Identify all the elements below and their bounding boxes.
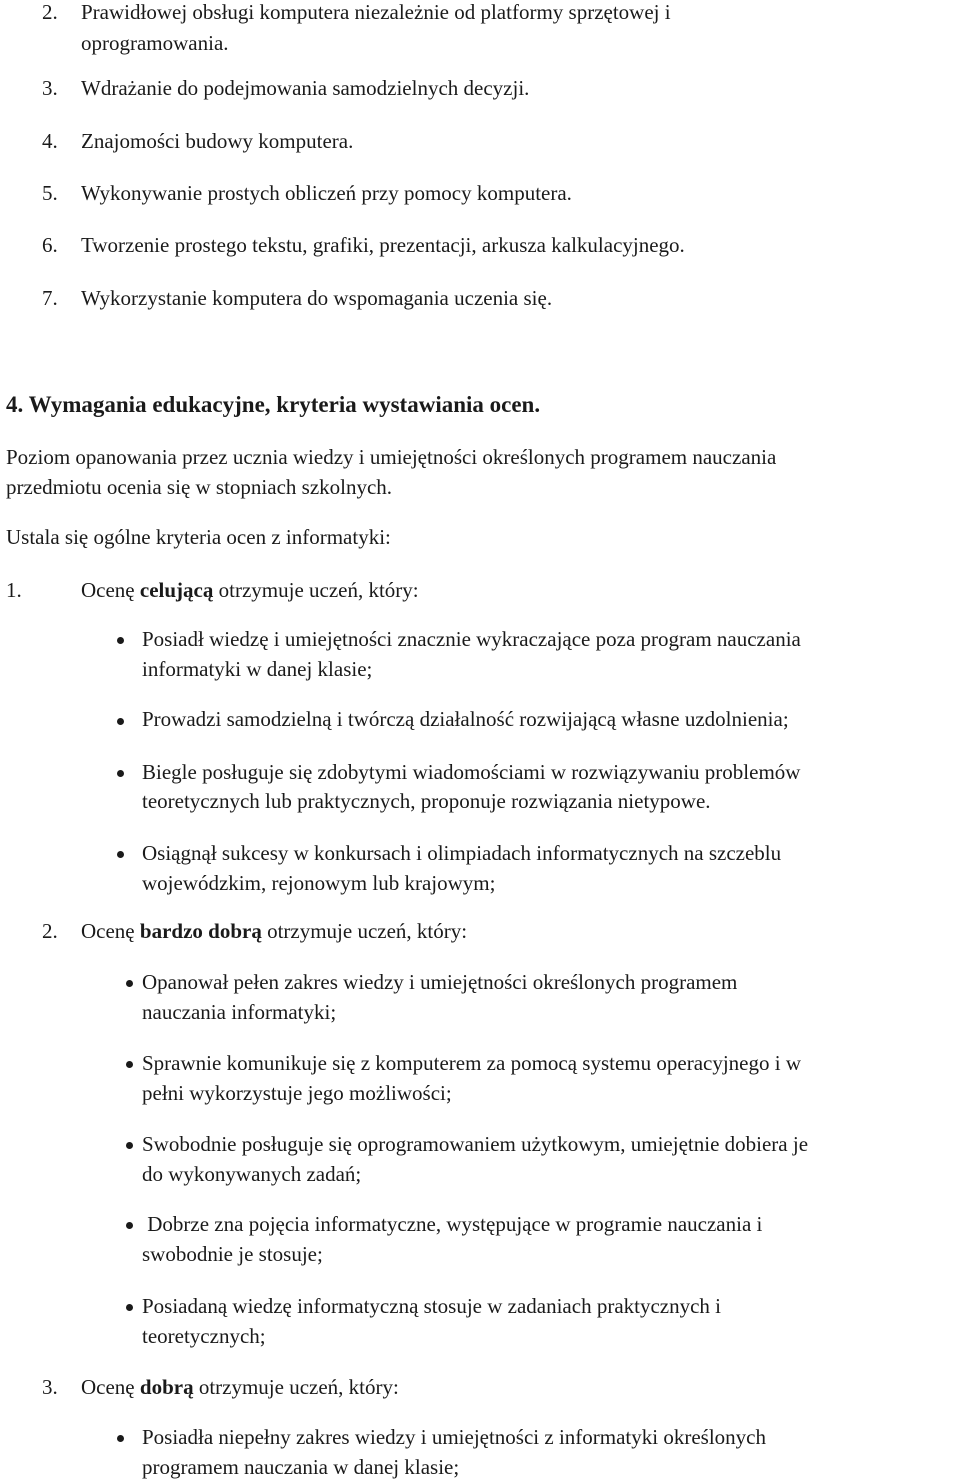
bullet-dot <box>126 1142 133 1149</box>
grade-name: bardzo dobrą <box>139 919 262 943</box>
list-item-number: 3. <box>42 76 58 100</box>
bullet-text: Biegle posługuje się zdobytymi wiadomościami w rozwiązywaniu problemów <box>142 760 801 784</box>
bullet-text: teoretycznych; <box>142 1324 266 1348</box>
bullet-dot <box>117 718 124 725</box>
bullet-text: Prowadzi samodzielną i twórczą działalność rozwijającą własne uzdolnienia; <box>142 707 789 731</box>
intro-paragraph-line: przedmiotu ocenia się w stopniach szkolnych. <box>6 475 393 499</box>
bullet-text: teoretycznych lub praktycznych, proponuje rozwiązania nietypowe. <box>142 789 711 813</box>
grade-heading: Ocenę bardzo dobrą otrzymuje uczeń, który: <box>81 919 468 943</box>
bullet-text: programem nauczania w danej klasie; <box>142 1455 460 1479</box>
bullet-dot <box>117 770 124 777</box>
bullet-dot <box>126 1304 133 1311</box>
grade-number: 1. <box>6 578 22 602</box>
list-item-text: oprogramowania. <box>81 31 229 55</box>
list-item-number: 7. <box>42 286 58 310</box>
bullet-text: swobodnie je stosuje; <box>142 1242 323 1266</box>
bullet-text: Sprawnie komunikuje się z komputerem za pomocą systemu operacyjnego i w <box>142 1051 801 1075</box>
list-item-number: 2. <box>42 0 58 24</box>
list-item-text: Tworzenie prostego tekstu, grafiki, prezentacji, arkusza kalkulacyjnego. <box>81 233 685 257</box>
bullet-text: do wykonywanych zadań; <box>142 1162 362 1186</box>
grade-number: 2. <box>42 919 58 943</box>
list-item-text: Prawidłowej obsługi komputera niezależnie od platformy sprzętowej i <box>81 0 671 24</box>
bullet-text: Osiągnął sukcesy w konkursach i olimpiadach informatycznych na szczeblu <box>142 841 782 865</box>
criteria-line: Ustala się ogólne kryteria ocen z informatyki: <box>6 525 391 549</box>
grade-heading: Ocenę dobrą otrzymuje uczeń, który: <box>81 1375 399 1399</box>
bullet-dot <box>117 851 124 858</box>
bullet-text: Opanował pełen zakres wiedzy i umiejętności określonych programem <box>142 970 738 994</box>
bullet-dot <box>117 637 124 644</box>
bullet-dot <box>126 1061 133 1068</box>
list-item-text: Wykonywanie prostych obliczeń przy pomocy komputera. <box>81 181 572 205</box>
bullet-text: nauczania informatyki; <box>142 1000 337 1024</box>
list-item-text: Znajomości budowy komputera. <box>81 129 354 153</box>
list-item-number: 5. <box>42 181 58 205</box>
list-item-text: Wykorzystanie komputera do wspomagania uczenia się. <box>81 286 553 310</box>
grade-name: celującą <box>139 578 214 602</box>
list-item-number: 6. <box>42 233 58 257</box>
bullet-text: Posiadaną wiedzę informatyczną stosuje w zadaniach praktycznych i <box>142 1294 722 1318</box>
grade-name: dobrą <box>139 1375 194 1399</box>
bullet-text: informatyki w danej klasie; <box>142 657 373 681</box>
bullet-dot <box>126 980 133 987</box>
section-heading: 4. Wymagania edukacyjne, kryteria wystawiania ocen. <box>6 392 541 417</box>
intro-paragraph-line: Poziom opanowania przez ucznia wiedzy i umiejętności określonych programem nauczania <box>6 445 777 469</box>
bullet-text: Posiadł wiedzę i umiejętności znacznie wykraczające poza program nauczania <box>142 627 801 651</box>
bullet-dot <box>126 1222 133 1229</box>
bullet-text: wojewódzkim, rejonowym lub krajowym; <box>142 871 496 895</box>
list-item-number: 4. <box>42 129 58 153</box>
bullet-dot <box>117 1435 124 1442</box>
bullet-text: Posiadła niepełny zakres wiedzy i umiejętności z informatyki określonych <box>142 1425 766 1449</box>
list-item-text: Wdrażanie do podejmowania samodzielnych decyzji. <box>81 76 530 100</box>
bullet-text: Dobrze zna pojęcia informatyczne, występujące w programie nauczania i <box>142 1212 763 1236</box>
bullet-text: pełni wykorzystuje jego możliwości; <box>142 1081 452 1105</box>
grade-number: 3. <box>42 1375 58 1399</box>
bullet-text: Swobodnie posługuje się oprogramowaniem użytkowym, umiejętnie dobiera je <box>142 1132 809 1156</box>
grade-heading: Ocenę celującą otrzymuje uczeń, który: <box>81 578 419 602</box>
